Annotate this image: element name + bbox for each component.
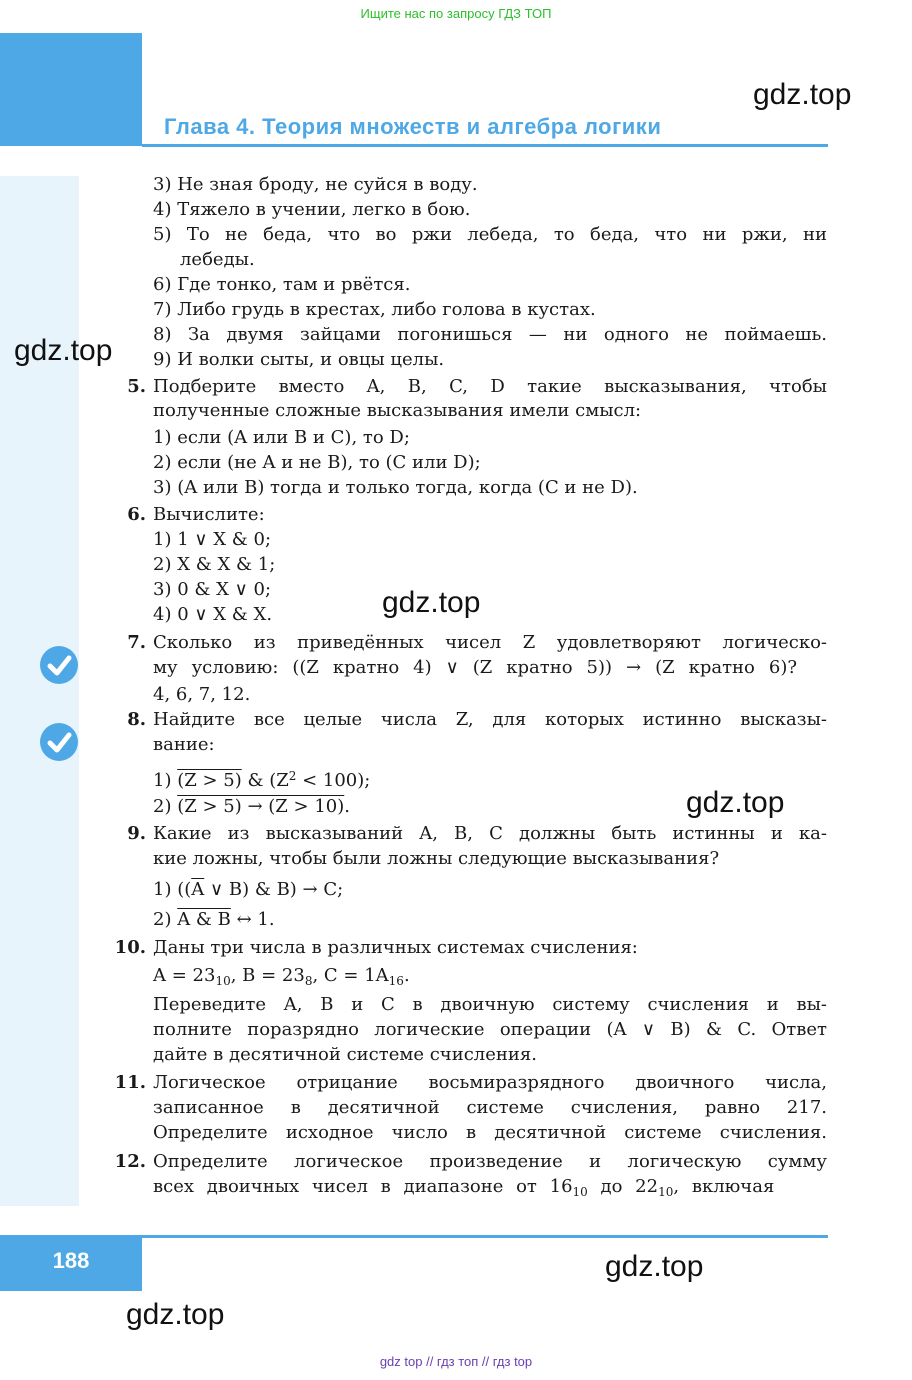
task-item bbox=[153, 765, 370, 792]
task-text: полученные сложные высказывания имели смысл: bbox=[153, 400, 642, 421]
negated-formula: $\overline{A}$ bbox=[191, 879, 205, 900]
proverb-line: 8) За двумя зайцами погонишься — ни одного не поймаешь. bbox=[153, 324, 827, 345]
task-number: 12. bbox=[114, 1151, 146, 1172]
formula-part: & (Z bbox=[241, 770, 289, 791]
formula-part: ↔ 1. bbox=[230, 909, 275, 930]
task-text: кие ложны, чтобы были ложны следующие высказывания? bbox=[153, 848, 720, 869]
formula-subscript: 10 bbox=[215, 974, 231, 988]
task-item: 4) 0 ∨ X & X. bbox=[153, 604, 273, 625]
chapter-rule bbox=[142, 144, 828, 147]
task-text: дайте в десятичной системе счисления. bbox=[153, 1044, 537, 1065]
task-number: 9. bbox=[127, 823, 146, 844]
task-number: 8. bbox=[127, 709, 146, 730]
watermark: gdz.top bbox=[686, 786, 785, 819]
formula-subscript: 10 bbox=[572, 1185, 588, 1199]
check-icon[interactable] bbox=[40, 723, 78, 761]
task-text: Подберите вместо A, B, C, D такие высказывания, чтобы bbox=[153, 376, 827, 397]
page-number: 188 bbox=[52, 1248, 90, 1273]
header-blue-block bbox=[0, 33, 142, 146]
formula-part: 2) bbox=[153, 909, 178, 930]
formula-part: A = 23 bbox=[153, 965, 216, 986]
task-number: 7. bbox=[127, 632, 146, 653]
formula-part: до 22 bbox=[587, 1176, 659, 1197]
task-text: Сколько из приведённых чисел Z удовлетворяют логическо- bbox=[153, 632, 827, 653]
proverb-line: 4) Тяжело в учении, легко в бою. bbox=[153, 199, 471, 220]
task-item: 1) если (A или B и C), то D; bbox=[153, 427, 410, 448]
negated-formula: (Z > 5) bbox=[177, 770, 242, 791]
task-item: 1) 1 ∨ X & 0; bbox=[153, 529, 272, 550]
task-number: 11. bbox=[114, 1072, 146, 1093]
formula-part: всех двоичных чисел в диапазоне от 16 bbox=[153, 1176, 573, 1197]
formula-part: , B = 23 bbox=[230, 965, 305, 986]
formula-part: ∨ B) & B) → C; bbox=[204, 879, 344, 900]
task-item: 3) (A или B) тогда и только тогда, когда (C и не D). bbox=[153, 477, 638, 498]
watermark: gdz.top bbox=[14, 334, 113, 367]
chapter-title: Глава 4. Теория множеств и алгебра логики bbox=[164, 114, 662, 139]
task-text: му условию: ((Z кратно 4) ∨ (Z кратно 5)) → (Z кратно 6)? bbox=[153, 657, 797, 678]
watermark: gdz.top bbox=[126, 1298, 225, 1331]
task-number: 10. bbox=[114, 937, 146, 958]
proverb-line: 3) Не зная броду, не суйся в воду. bbox=[153, 174, 478, 195]
task-text: Вычислите: bbox=[153, 504, 265, 525]
formula-part: . bbox=[344, 796, 350, 817]
task-text bbox=[153, 1176, 774, 1203]
formula-subscript: 10 bbox=[658, 1185, 674, 1199]
task-text: записанное в десятичной системе счисления, равно 217. bbox=[153, 1097, 827, 1118]
task-text: Переведите A, B и C в двоичную систему счисления и вы- bbox=[153, 994, 827, 1015]
task-item: 2) если (не A и не B), то (C или D); bbox=[153, 452, 481, 473]
formula-part: . bbox=[403, 965, 410, 986]
task-text: Какие из высказываний A, B, C должны быть истинны и ка- bbox=[153, 823, 827, 844]
check-icon[interactable] bbox=[40, 646, 78, 684]
task-item bbox=[153, 909, 275, 931]
task-number: 6. bbox=[127, 504, 146, 525]
negated-formula: (Z > 5) → (Z > 10) bbox=[177, 796, 345, 817]
task-item bbox=[153, 879, 343, 901]
formula-subscript: 8 bbox=[304, 974, 313, 988]
task-text: Даны три числа в различных системах счисления: bbox=[153, 937, 638, 958]
task-item: 3) 0 & X ∨ 0; bbox=[153, 579, 272, 600]
proverb-line: 6) Где тонко, там и рвётся. bbox=[153, 274, 411, 295]
task-text: 4, 6, 7, 12. bbox=[153, 684, 251, 705]
proverb-line: 7) Либо грудь в крестах, либо голова в кустах. bbox=[153, 299, 596, 320]
task-text: Найдите все целые числа Z, для которых истинно высказы- bbox=[153, 709, 827, 730]
task-text: Определите исходное число в десятичной системе счисления. bbox=[153, 1122, 827, 1143]
task-item bbox=[153, 796, 350, 818]
watermark: gdz.top bbox=[605, 1250, 704, 1283]
proverb-line: 9) И волки сыты, и овцы целы. bbox=[153, 349, 445, 370]
formula-subscript: 16 bbox=[388, 974, 404, 988]
bottom-rule bbox=[142, 1235, 828, 1238]
formula-part: 1) (( bbox=[153, 879, 192, 900]
task-text: Определите логическое произведение и логическую сумму bbox=[153, 1151, 827, 1172]
formula-part: 1) bbox=[153, 770, 178, 791]
formula-part: , C = 1A bbox=[312, 965, 389, 986]
task-text: вание: bbox=[153, 734, 215, 755]
watermark: gdz.top bbox=[753, 78, 852, 111]
watermark: gdz.top bbox=[382, 586, 481, 619]
footer-links[interactable]: gdz top // гдз топ // гдз top bbox=[379, 1354, 533, 1369]
negated-formula: A & B bbox=[177, 909, 231, 930]
formula-part: < 100); bbox=[296, 770, 371, 791]
formula-part: 2) bbox=[153, 796, 178, 817]
side-strip bbox=[0, 176, 79, 1206]
task-text: Логическое отрицание восьмиразрядного двоичного числа, bbox=[153, 1072, 827, 1093]
task-item: 2) X & X & 1; bbox=[153, 554, 276, 575]
task-text: полните поразрядно логические операции (A ∨ B) & C. Ответ bbox=[153, 1019, 827, 1040]
task-formula bbox=[153, 965, 410, 992]
proverb-line: лебеды. bbox=[180, 249, 255, 270]
task-number: 5. bbox=[127, 376, 146, 397]
top-banner[interactable]: Ищите нас по запросу ГДЗ ТОП bbox=[360, 6, 552, 21]
proverb-line: 5) То не беда, что во ржи лебеда, то беда, что ни ржи, ни bbox=[153, 224, 827, 245]
formula-part: , включая bbox=[673, 1176, 775, 1197]
formula-exponent: 2 bbox=[288, 769, 297, 783]
